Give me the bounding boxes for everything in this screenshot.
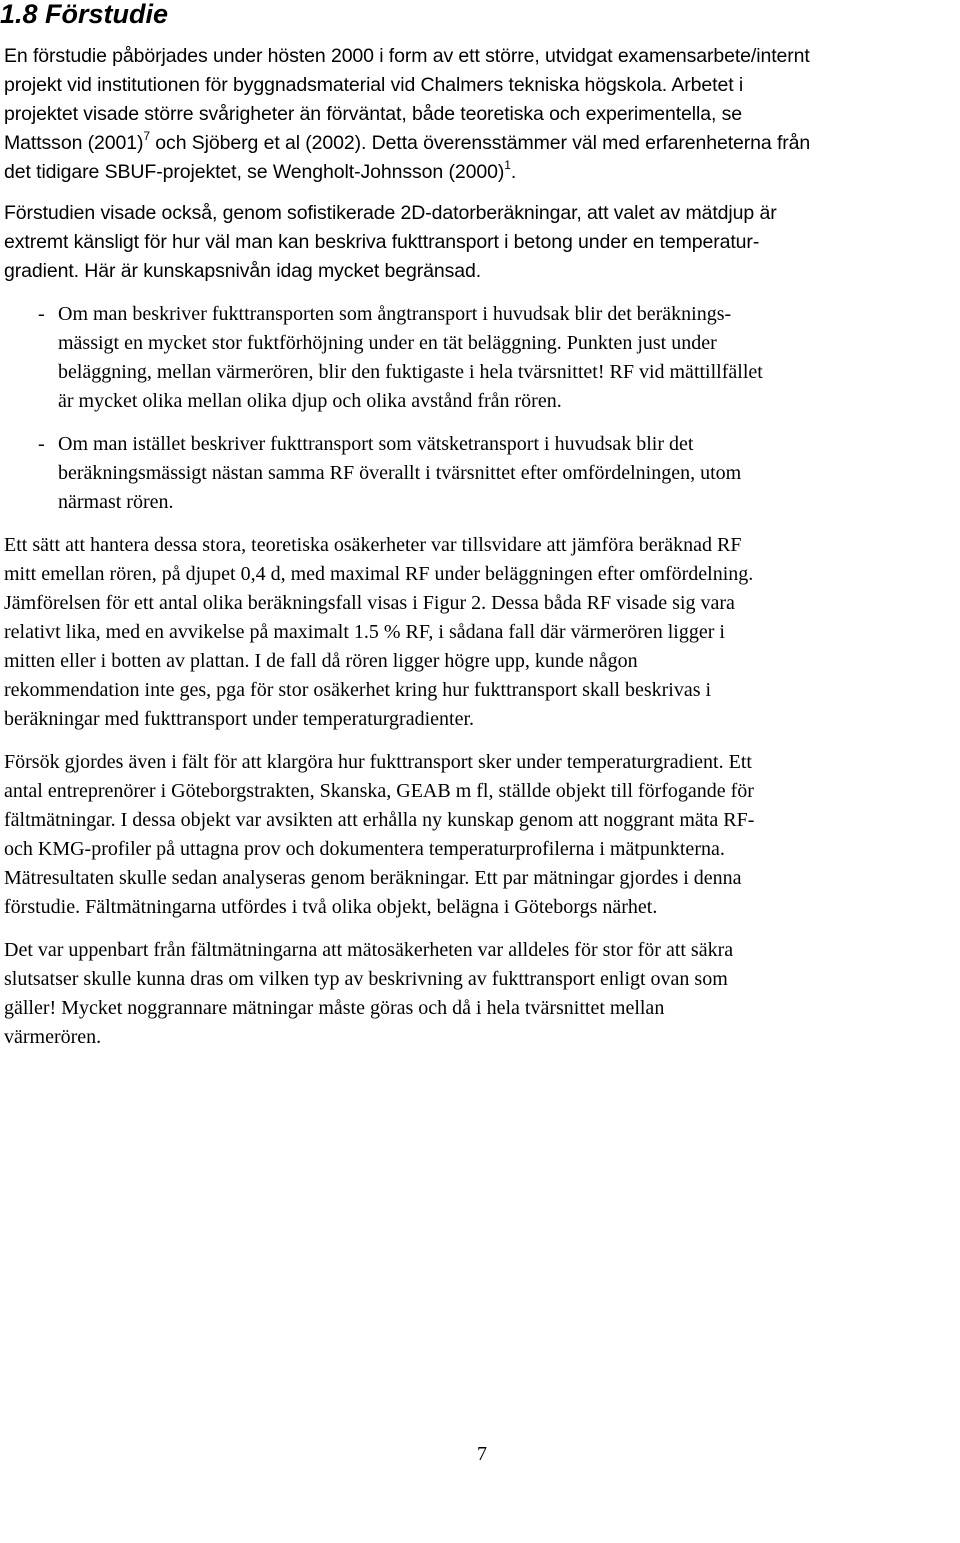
paragraph-line: slutsatser skulle kunna dras om vilken typ av beskrivning av fukttransport enligt ovan som: [4, 968, 728, 990]
citation-mattsson: Mattsson (2001): [4, 132, 144, 154]
list-item: [4, 300, 958, 416]
paragraph-line: Förstudien visade också, genom sofistikerade 2D-datorberäkningar, att valet av mätdjup är: [4, 202, 777, 224]
citation-wengholt: det tidigare SBUF-projektet, se Wengholt-Johnsson (2000): [4, 161, 505, 183]
paragraph-line: Jämförelsen för ett antal olika beräkningsfall visas i Figur 2. Dessa båda RF visade sig vara: [4, 592, 735, 614]
paragraph-line: Det var uppenbart från fältmätningarna att mätosäkerheten var alldeles för stor för att säkra: [4, 939, 734, 961]
list-item-line: mässigt en mycket stor fuktförhöjning under en tät beläggning. Punkten just under: [58, 332, 717, 354]
paragraph-line: Mätresultaten skulle sedan analyseras genom beräkningar. Ett par mätningar gjordes i denna: [4, 867, 742, 889]
paragraph-line: extremt känsligt för hur väl man kan beskriva fukttransport i betong under en temperatur-: [4, 231, 760, 253]
paragraph-line: gäller! Mycket noggrannare mätningar måste göras och då i hela tvärsnittet mellan: [4, 997, 665, 1019]
paragraph-line: och KMG-profiler på uttagna prov och dokumentera temperaturprofilerna i mätpunkterna.: [4, 838, 725, 860]
paragraph-line: Försök gjordes även i fält för att klargöra hur fukttransport sker under temperaturgradient. Ett: [4, 751, 752, 773]
citation-sjoberg: och Sjöberg et al (2002).: [149, 132, 372, 154]
list-item-line: Om man beskriver fukttransporten som ångtransport i huvudsak blir det beräknings-: [58, 303, 732, 325]
list-item-line: beräkningsmässigt nästan samma RF överallt i tvärsnittet efter omfördelningen, utom: [58, 462, 742, 484]
list-item-line: beläggning, mellan värmerören, blir den fuktigaste i hela tvärsnittet! RF vid mättillfället: [58, 361, 763, 383]
paragraph-line: förstudie. Fältmätningarna utfördes i två olika objekt, belägna i Göteborgs närhet.: [4, 896, 658, 918]
footnote-ref: 1: [504, 158, 511, 172]
paragraph-line: rekommendation inte ges, pga för stor osäkerhet kring hur fukttransport skall beskrivas i: [4, 679, 712, 701]
paragraph-line: mitten eller i botten av plattan. I de fall då rören ligger högre upp, kunde någon: [4, 650, 638, 672]
paragraph-line: fältmätningar. I dessa objekt var avsikten att erhålla ny kunskap genom att noggrant mäta RF-: [4, 809, 755, 831]
paragraph-line: Ett sätt att hantera dessa stora, teoretiska osäkerheter var tillsvidare att jämföra beräknad RF: [4, 534, 742, 556]
bullet-dash: -: [38, 433, 45, 455]
intro-paragraph: [4, 42, 958, 187]
bullet-list: [4, 300, 958, 517]
intro-line: projekt vid institutionen för byggnadsmaterial vid Chalmers tekniska högskola. Arbetet i: [4, 74, 744, 96]
paragraph-line: värmerören.: [4, 1026, 102, 1048]
list-item: [4, 430, 958, 517]
paragraph-5: [4, 936, 958, 1052]
paragraph-line: mitt emellan rören, på djupet 0,4 d, med maximal RF under beläggningen efter omfördelning.: [4, 563, 754, 585]
paragraph-line: beräkningar med fukttransport under temperaturgradienter.: [4, 708, 475, 730]
intro-line: En förstudie påbörjades under hösten 2000 i form av ett större, utvidgat examensarbete/internt: [4, 45, 810, 67]
list-item-line: Om man istället beskriver fukttransport som vätsketransport i huvudsak blir det: [58, 433, 694, 455]
page-number-label: 7: [477, 1443, 487, 1465]
section-heading: 1.8 Förstudie: [0, 0, 169, 29]
sentence-end: .: [510, 161, 517, 183]
intro-text: Detta överensstämmer väl med erfarenheterna från: [371, 132, 811, 154]
paragraph-2: [4, 199, 958, 286]
paragraph-line: antal entreprenörer i Göteborgstrakten, Skanska, GEAB m fl, ställde objekt till förfogande för: [4, 780, 754, 802]
paragraph-line: gradient. Här är kunskapsnivån idag mycket begränsad.: [4, 260, 482, 282]
paragraph-4: [4, 748, 958, 922]
page-number: [0, 1442, 960, 1466]
list-item-line: är mycket olika mellan olika djup och olika avstånd från rören.: [58, 390, 562, 412]
body-text: [4, 42, 958, 1066]
intro-line: [4, 129, 811, 154]
intro-line: projektet visade större svårigheter än förväntat, både teoretiska och experimentella, se: [4, 103, 743, 125]
footnote-ref: 7: [143, 129, 150, 143]
paragraph-line: relativt lika, med en avvikelse på maximalt 1.5 % RF, i sådana fall där värmerören ligger i: [4, 621, 725, 643]
list-item-line: närmast rören.: [58, 491, 174, 513]
intro-line: [4, 158, 517, 183]
paragraph-3: [4, 531, 958, 734]
bullet-dash: -: [38, 303, 45, 325]
